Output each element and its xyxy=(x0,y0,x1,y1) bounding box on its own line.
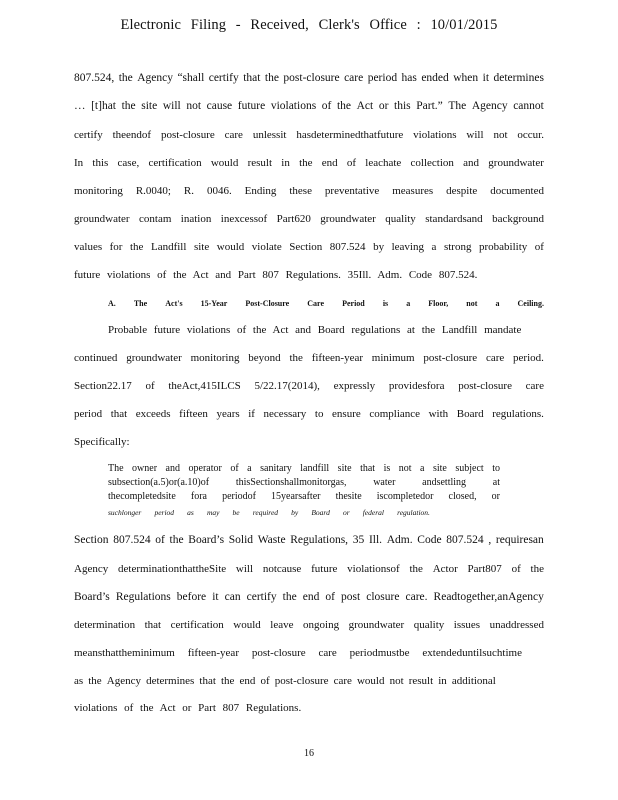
text-line: continued groundwater monitoring beyond the fifteen-year minimum post-closure care period. xyxy=(74,352,544,364)
text-line: monitoring R.0040; R. 0046. Ending these preventative measures despite documented xyxy=(74,185,544,197)
filing-header: Electronic Filing - Received, Clerk's Office : 10/01/2015 xyxy=(120,17,498,33)
text-line: certify theendof post-closure care unlessit hasdeterminedthatfuture violations will not occur. xyxy=(74,129,544,141)
quote-line: The owner and operator of a sanitary landfill site that is not a site subject to xyxy=(108,463,500,474)
text-line: period that exceeds fifteen years if necessary to ensure compliance with Board regulations. xyxy=(74,408,544,420)
quote-line: subsection(a.5)or(a.10)of thisSectionshallmonitorgas, water andsettling at xyxy=(108,477,500,488)
text-line: Agency determinationthattheSite will notcause future violationsof the Actor Part807 of the xyxy=(74,563,544,575)
page-number: 16 xyxy=(304,748,314,759)
text-line: Section22.17 of theAct,415ILCS 5/22.17(2014), expressly providesfora post-closure care xyxy=(74,380,544,392)
quote-line: suchlonger period as may be required by Board or federal regulation. xyxy=(108,508,430,517)
quote-line: thecompletedsite fora periodof 15yearsafter thesite iscompletedor closed, or xyxy=(108,491,500,502)
text-line: 807.524, the Agency “shall certify that the post-closure care period has ended when it determines xyxy=(74,72,544,84)
text-line: Board’s Regulations before it can certify the end of post closure care. Readtogether,anAgency xyxy=(74,591,544,603)
text-line: determination that certification would leave ongoing groundwater quality issues unaddressed xyxy=(74,619,544,631)
text-line: as the Agency determines that the end of post-closure care would not result in additional xyxy=(74,675,496,687)
text-line: groundwater contam ination inexcessof Part620 groundwater quality standardsand background xyxy=(74,213,544,225)
text-line: meansthattheminimum fifteen-year post-closure care periodmustbe extendeduntilsuchtime xyxy=(74,647,522,659)
text-line: violations of the Act or Part 807 Regulations. xyxy=(74,702,302,714)
section-heading: A. The Act's 15-Year Post-Closure Care Period is a Floor, not a Ceiling. xyxy=(108,299,544,308)
text-line: … [t]hat the site will not cause future violations of the Act or this Part.” The Agency cannot xyxy=(74,100,544,112)
text-line: Specifically: xyxy=(74,436,130,448)
text-line: Probable future violations of the Act and Board regulations at the Landfill mandate xyxy=(108,324,522,336)
text-line: future violations of the Act and Part 807 Regulations. 35Ill. Adm. Code 807.524. xyxy=(74,269,478,281)
text-line: values for the Landfill site would violate Section 807.524 by leaving a strong probability of xyxy=(74,241,544,253)
text-line: In this case, certification would result in the end of leachate collection and groundwater xyxy=(74,157,544,169)
text-line: Section 807.524 of the Board’s Solid Waste Regulations, 35 Ill. Adm. Code 807.524 , requiresan xyxy=(74,534,544,546)
